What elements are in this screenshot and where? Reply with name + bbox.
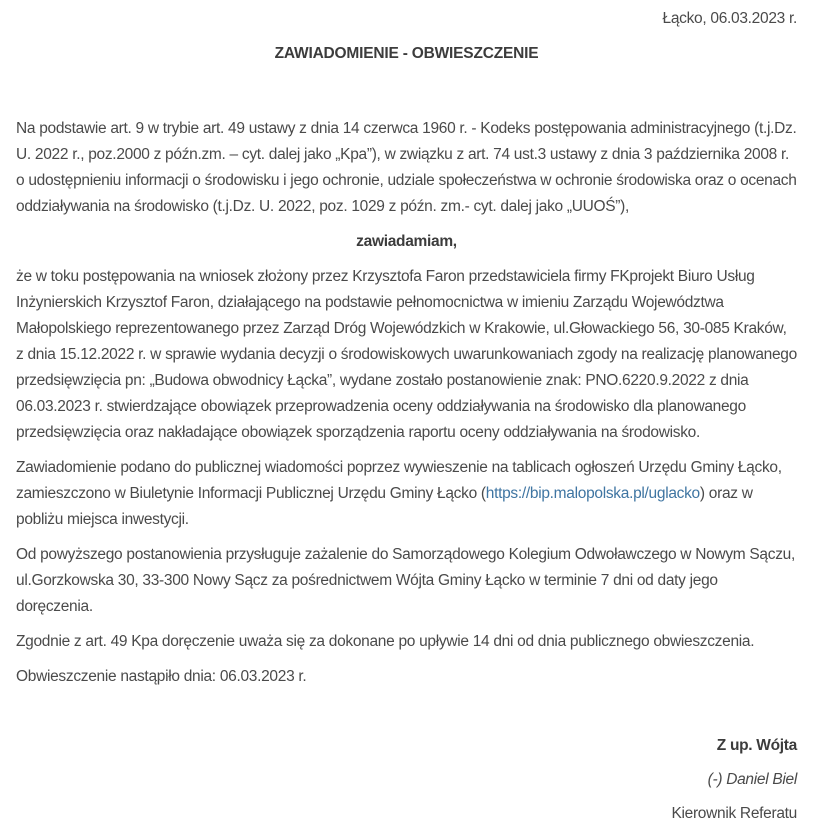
signature-title: Kierownik Referatu	[671, 805, 797, 822]
paragraph-delivery: Zgodnie z art. 49 Kpa doręczenie uważa się za dokonane po upływie 14 dni od dnia publicznego obwieszczenia.	[16, 633, 755, 650]
signature-block	[16, 733, 797, 827]
publication-text-after: ) oraz w pobliżu miejsca inwestycji.	[16, 485, 753, 528]
document-title: ZAWIADOMIENIE - OBWIESZCZENIE	[274, 45, 539, 62]
signature-authority: Z up. Wójta	[716, 737, 797, 754]
paragraph-publication	[16, 455, 797, 533]
paragraph-appeal: Od powyższego postanowienia przysługuje zażalenie do Samorządowego Kolegium Odwoławczego w Nowym Sączu, ul.Gorzkowska 30, 33-300 Nowy Sącz za pośrednictwem Wójta Gminy Łącko w terminie 7 dni od daty jego doręczenia.	[16, 546, 795, 615]
paragraph-announcement-date: Obwieszczenie nastąpiło dnia: 06.03.2023 r.	[16, 668, 307, 685]
signature-name: (-) Daniel Biel	[707, 771, 797, 788]
publication-text-before: Zawiadomienie podano do publicznej wiadomości poprzez wywieszenie na tablicach ogłoszeń Urzędu Gminy Łącko, zamieszczono w Biuletynie Informacji Publicznej Urzędu Gminy Łącko (	[16, 459, 782, 502]
date-line: Łącko, 06.03.2023 r.	[662, 10, 797, 27]
paragraph-legal-basis: Na podstawie art. 9 w trybie art. 49 ustawy z dnia 14 czerwca 1960 r. - Kodeks postępowania administracyjnego (t.j.Dz. U. 2022 r., poz.2000 z późn.zm. – cyt. dalej jako „Kpa”), w związku z art. 74 ust.3 ustawy z dnia 3 października 2008 r. o udostępnieniu informacji o środowisku i jego ochronie, udziale społeczeństwa w ochronie środowiska oraz o ocenach oddziaływania na środowisko (t.j.Dz. U. 2022, poz. 1029 z późn. zm.- cyt. dalej jako „UUOŚ”),	[16, 120, 797, 215]
paragraph-proceedings: że w toku postępowania na wniosek złożony przez Krzysztofa Faron przedstawiciela firmy FKprojekt Biuro Usług Inżynierskich Krzysztof Faron, działającego na podstawie pełnomocnictwa w imieniu Zarządu Województwa Małopolskiego reprezentowanego przez Zarząd Dróg Wojewódzkich w Krakowie, ul.Głowackiego 56, 30-085 Kraków, z dnia 15.12.2022 r. w sprawie wydania decyzji o środowiskowych uwarunkowaniach zgody na realizację planowanego przedsięwzięcia pn: „Budowa obwodnicy Łącka”, wydane zostało postanowienie znak: PNO.6220.9.2022 z dnia 06.03.2023 r. stwierdzające obowiązek przeprowadzenia oceny oddziaływania na środowisko dla planowanego przedsięwzięcia oraz nakładające obowiązek sporządzenia raportu oceny oddziaływania na środowisko.	[16, 268, 797, 441]
bip-link[interactable]: https://bip.malopolska.pl/uglacko	[485, 485, 700, 502]
notify-heading: zawiadamiam,	[356, 233, 457, 250]
